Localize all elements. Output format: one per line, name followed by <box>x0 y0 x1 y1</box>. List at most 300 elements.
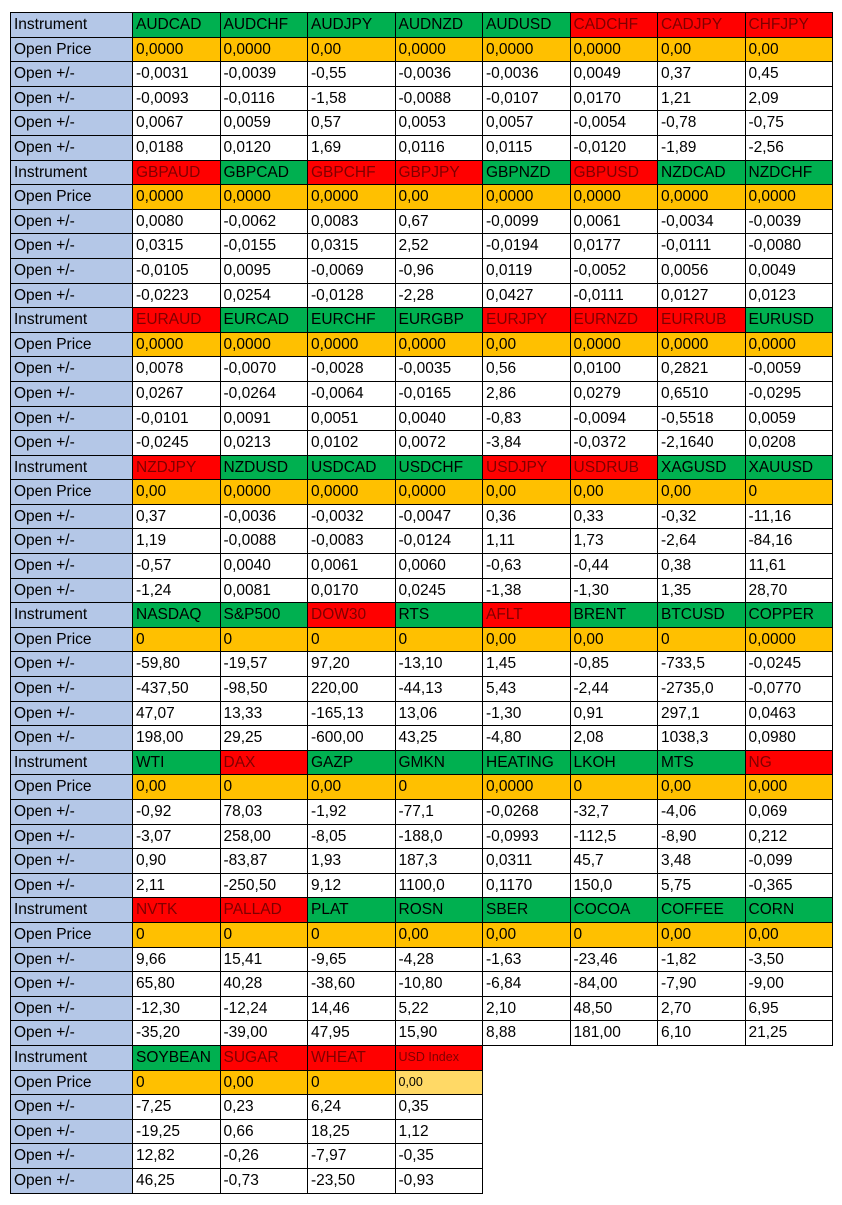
open-diff-cell: 0,0100 <box>570 357 658 382</box>
open-diff-cell: -0,0124 <box>395 529 483 554</box>
open-diff-cell: -1,92 <box>308 800 396 825</box>
open-diff-row <box>11 972 833 997</box>
open-diff-cell: -250,50 <box>220 873 308 898</box>
open-diff-cell: 0,0254 <box>220 283 308 308</box>
open-price-row <box>11 775 833 800</box>
empty-cell <box>745 1119 833 1144</box>
open-diff-cell: -0,0069 <box>308 258 396 283</box>
open-diff-cell: 2,52 <box>395 234 483 259</box>
open-diff-row <box>11 1168 833 1193</box>
open-diff-cell: -0,0064 <box>308 381 396 406</box>
open-diff-cell: -0,0120 <box>570 135 658 160</box>
empty-cell <box>745 1070 833 1095</box>
instrument-row-label: Instrument <box>11 750 133 775</box>
instrument-row <box>11 13 833 38</box>
open-diff-cell: 0,0081 <box>220 578 308 603</box>
open-diff-cell: 1,19 <box>133 529 221 554</box>
open-diff-cell: -1,24 <box>133 578 221 603</box>
open-price-cell: 0,00 <box>308 775 396 800</box>
open-price-cell: 0,00 <box>570 480 658 505</box>
instrument-name-cell: S&P500 <box>220 603 308 628</box>
instrument-name-cell: SBER <box>483 898 571 923</box>
open-diff-label: Open +/- <box>11 62 133 87</box>
open-diff-cell: -0,5518 <box>658 406 746 431</box>
open-diff-cell: -38,60 <box>308 972 396 997</box>
open-diff-cell: 0,0188 <box>133 135 221 160</box>
open-price-cell: 0,0000 <box>483 37 571 62</box>
open-diff-row <box>11 726 833 751</box>
open-diff-cell: -0,0245 <box>133 431 221 456</box>
instrument-name-cell: WTI <box>133 750 221 775</box>
open-diff-cell: 40,28 <box>220 972 308 997</box>
open-diff-cell: 181,00 <box>570 1021 658 1046</box>
open-diff-cell: -0,0031 <box>133 62 221 87</box>
open-diff-cell: 0,0115 <box>483 135 571 160</box>
open-diff-row <box>11 1119 833 1144</box>
open-diff-cell: 0,0120 <box>220 135 308 160</box>
instrument-name-cell: BTCUSD <box>658 603 746 628</box>
open-price-cell: 0 <box>745 480 833 505</box>
open-diff-cell: -0,92 <box>133 800 221 825</box>
open-price-cell: 0,0000 <box>133 37 221 62</box>
open-diff-cell: 0,0208 <box>745 431 833 456</box>
open-diff-cell: 11,61 <box>745 554 833 579</box>
instrument-name-cell: AUDCHF <box>220 13 308 38</box>
open-diff-cell: -11,16 <box>745 504 833 529</box>
instrument-name-cell: CHFJPY <box>745 13 833 38</box>
open-diff-row <box>11 578 833 603</box>
empty-cell <box>483 1168 571 1193</box>
open-diff-cell: -0,0101 <box>133 406 221 431</box>
open-diff-row <box>11 824 833 849</box>
empty-cell <box>570 1095 658 1120</box>
instrument-name-cell: DAX <box>220 750 308 775</box>
open-diff-label: Open +/- <box>11 504 133 529</box>
open-diff-label: Open +/- <box>11 529 133 554</box>
open-diff-cell: -0,0032 <box>308 504 396 529</box>
open-diff-cell: -0,78 <box>658 111 746 136</box>
open-diff-cell: 0,0049 <box>745 258 833 283</box>
open-diff-row <box>11 234 833 259</box>
open-diff-cell: 9,12 <box>308 873 396 898</box>
open-price-row <box>11 480 833 505</box>
instrument-name-cell: AUDUSD <box>483 13 571 38</box>
open-diff-cell: 0,0040 <box>220 554 308 579</box>
open-price-cell: 0,0000 <box>483 775 571 800</box>
empty-cell <box>658 1095 746 1120</box>
open-diff-cell: -12,30 <box>133 996 221 1021</box>
open-diff-cell: 0,0049 <box>570 62 658 87</box>
open-diff-label: Open +/- <box>11 406 133 431</box>
open-price-cell: 0,0000 <box>308 480 396 505</box>
open-diff-cell: 2,70 <box>658 996 746 1021</box>
open-diff-cell: 15,90 <box>395 1021 483 1046</box>
open-diff-cell: -0,0268 <box>483 800 571 825</box>
open-price-cell: 0 <box>133 627 221 652</box>
open-diff-cell: 0,0463 <box>745 701 833 726</box>
empty-cell <box>745 1144 833 1169</box>
instrument-name-cell: USD Index <box>395 1045 483 1070</box>
open-diff-row <box>11 554 833 579</box>
open-diff-label: Open +/- <box>11 111 133 136</box>
open-diff-cell: 0,0127 <box>658 283 746 308</box>
open-diff-cell: -1,30 <box>483 701 571 726</box>
open-diff-cell: 0,35 <box>395 1095 483 1120</box>
open-diff-cell: 1,69 <box>308 135 396 160</box>
open-diff-cell: 0,0060 <box>395 554 483 579</box>
instrument-name-cell: EURNZD <box>570 308 658 333</box>
open-diff-cell: -7,97 <box>308 1144 396 1169</box>
open-diff-cell: 0,0116 <box>395 135 483 160</box>
open-diff-label: Open +/- <box>11 283 133 308</box>
open-diff-cell: 187,3 <box>395 849 483 874</box>
open-diff-cell: 220,00 <box>308 677 396 702</box>
instrument-name-cell: EURCAD <box>220 308 308 333</box>
instrument-name-cell: GBPJPY <box>395 160 483 185</box>
open-price-cell: 0,0000 <box>483 185 571 210</box>
open-diff-label: Open +/- <box>11 258 133 283</box>
open-diff-cell: -0,93 <box>395 1168 483 1193</box>
open-diff-cell: -0,0111 <box>658 234 746 259</box>
instrument-name-cell: GBPUSD <box>570 160 658 185</box>
open-diff-cell: -2,64 <box>658 529 746 554</box>
open-price-cell: 0,0000 <box>570 37 658 62</box>
empty-cell <box>483 1144 571 1169</box>
open-diff-cell: 2,11 <box>133 873 221 898</box>
open-price-cell: 0,00 <box>745 37 833 62</box>
open-diff-label: Open +/- <box>11 135 133 160</box>
open-price-cell: 0,0000 <box>395 480 483 505</box>
open-diff-cell: 0,212 <box>745 824 833 849</box>
open-price-cell: 0,0000 <box>308 185 396 210</box>
empty-cell <box>658 1144 746 1169</box>
open-price-cell: 0 <box>308 1070 396 1095</box>
open-diff-cell: -98,50 <box>220 677 308 702</box>
open-diff-label: Open +/- <box>11 824 133 849</box>
open-diff-cell: -0,0039 <box>220 62 308 87</box>
open-diff-cell: 45,7 <box>570 849 658 874</box>
open-price-cell: 0 <box>220 627 308 652</box>
open-diff-cell: -0,0035 <box>395 357 483 382</box>
open-diff-cell: -0,35 <box>395 1144 483 1169</box>
open-diff-row <box>11 652 833 677</box>
open-diff-cell: -0,0028 <box>308 357 396 382</box>
open-diff-cell: -23,46 <box>570 947 658 972</box>
open-diff-row <box>11 849 833 874</box>
open-diff-cell: 6,10 <box>658 1021 746 1046</box>
open-price-label: Open Price <box>11 185 133 210</box>
open-diff-cell: 46,25 <box>133 1168 221 1193</box>
empty-cell <box>483 1095 571 1120</box>
open-diff-cell: -9,65 <box>308 947 396 972</box>
open-diff-label: Open +/- <box>11 849 133 874</box>
open-diff-cell: 0,0102 <box>308 431 396 456</box>
open-diff-cell: -0,0052 <box>570 258 658 283</box>
open-diff-cell: -1,63 <box>483 947 571 972</box>
instrument-name-cell: GBPCHF <box>308 160 396 185</box>
instrument-name-cell: NVTK <box>133 898 221 923</box>
open-diff-label: Open +/- <box>11 726 133 751</box>
open-price-cell: 0,0000 <box>745 332 833 357</box>
open-diff-label: Open +/- <box>11 996 133 1021</box>
open-diff-cell: 0,0980 <box>745 726 833 751</box>
open-diff-cell: -437,50 <box>133 677 221 702</box>
open-diff-cell: 0,0059 <box>745 406 833 431</box>
open-price-cell: 0,0000 <box>220 480 308 505</box>
open-diff-cell: -8,90 <box>658 824 746 849</box>
open-diff-cell: -4,28 <box>395 947 483 972</box>
open-diff-label: Open +/- <box>11 800 133 825</box>
open-diff-row <box>11 873 833 898</box>
open-price-cell: 0 <box>133 922 221 947</box>
open-diff-cell: 0,0051 <box>308 406 396 431</box>
open-diff-label: Open +/- <box>11 578 133 603</box>
open-diff-cell: 0,90 <box>133 849 221 874</box>
instrument-name-cell: EURCHF <box>308 308 396 333</box>
open-diff-cell: 0,0267 <box>133 381 221 406</box>
open-diff-cell: -0,099 <box>745 849 833 874</box>
open-price-label: Open Price <box>11 332 133 357</box>
empty-cell <box>658 1070 746 1095</box>
empty-cell <box>483 1119 571 1144</box>
open-price-row <box>11 627 833 652</box>
empty-cell <box>483 1045 571 1070</box>
open-diff-cell: -0,0223 <box>133 283 221 308</box>
open-diff-row <box>11 86 833 111</box>
open-price-cell: 0,00 <box>133 775 221 800</box>
open-diff-label: Open +/- <box>11 357 133 382</box>
open-diff-cell: -0,85 <box>570 652 658 677</box>
open-price-cell: 0,00 <box>658 775 746 800</box>
open-price-label: Open Price <box>11 1070 133 1095</box>
empty-cell <box>570 1119 658 1144</box>
open-diff-label: Open +/- <box>11 677 133 702</box>
open-price-cell: 0,00 <box>745 922 833 947</box>
instrument-name-cell: CORN <box>745 898 833 923</box>
open-price-cell: 0,00 <box>308 37 396 62</box>
open-diff-cell: 2,08 <box>570 726 658 751</box>
instrument-name-cell: WHEAT <box>308 1045 396 1070</box>
instrument-name-cell: PLAT <box>308 898 396 923</box>
open-price-cell: 0,00 <box>483 480 571 505</box>
open-diff-cell: -0,0036 <box>483 62 571 87</box>
open-diff-cell: -0,0264 <box>220 381 308 406</box>
open-diff-cell: 48,50 <box>570 996 658 1021</box>
open-diff-cell: -3,07 <box>133 824 221 849</box>
open-diff-cell: 0,37 <box>658 62 746 87</box>
open-price-cell: 0 <box>220 775 308 800</box>
open-diff-cell: 0,33 <box>570 504 658 529</box>
open-diff-label: Open +/- <box>11 234 133 259</box>
open-price-cell: 0,0000 <box>133 185 221 210</box>
open-price-cell: 0,0000 <box>395 37 483 62</box>
open-diff-cell: 0,0095 <box>220 258 308 283</box>
instrument-name-cell: ROSN <box>395 898 483 923</box>
instrument-name-cell: XAGUSD <box>658 455 746 480</box>
open-diff-cell: 0,0311 <box>483 849 571 874</box>
open-diff-cell: -83,87 <box>220 849 308 874</box>
open-diff-cell: -23,50 <box>308 1168 396 1193</box>
empty-cell <box>745 1095 833 1120</box>
instrument-name-cell: EURGBP <box>395 308 483 333</box>
open-diff-cell: -0,32 <box>658 504 746 529</box>
open-diff-label: Open +/- <box>11 381 133 406</box>
open-price-cell: 0 <box>395 627 483 652</box>
open-price-row <box>11 332 833 357</box>
open-diff-label: Open +/- <box>11 652 133 677</box>
open-diff-row <box>11 357 833 382</box>
open-diff-cell: 6,95 <box>745 996 833 1021</box>
open-diff-cell: -0,365 <box>745 873 833 898</box>
open-diff-cell: 65,80 <box>133 972 221 997</box>
open-diff-cell: -7,25 <box>133 1095 221 1120</box>
open-diff-cell: 0,0083 <box>308 209 396 234</box>
open-diff-label: Open +/- <box>11 1119 133 1144</box>
open-diff-cell: -112,5 <box>570 824 658 849</box>
open-diff-cell: -1,89 <box>658 135 746 160</box>
open-price-cell: 0,0000 <box>745 627 833 652</box>
open-diff-cell: -32,7 <box>570 800 658 825</box>
open-diff-label: Open +/- <box>11 947 133 972</box>
instrument-name-cell: USDCAD <box>308 455 396 480</box>
open-diff-row <box>11 800 833 825</box>
open-diff-cell: -600,00 <box>308 726 396 751</box>
open-price-row <box>11 1070 833 1095</box>
open-diff-cell: -12,24 <box>220 996 308 1021</box>
open-diff-cell: 1038,3 <box>658 726 746 751</box>
open-diff-cell: -39,00 <box>220 1021 308 1046</box>
open-diff-row <box>11 111 833 136</box>
instrument-name-cell: NZDCHF <box>745 160 833 185</box>
open-diff-cell: 0,0213 <box>220 431 308 456</box>
open-diff-cell: -2,1640 <box>658 431 746 456</box>
open-diff-cell: 0,6510 <box>658 381 746 406</box>
open-diff-cell: -0,0039 <box>745 209 833 234</box>
open-diff-cell: 0,069 <box>745 800 833 825</box>
open-price-cell: 0 <box>570 775 658 800</box>
open-diff-cell: -0,0099 <box>483 209 571 234</box>
open-diff-cell: -0,0093 <box>133 86 221 111</box>
instrument-name-cell: PALLAD <box>220 898 308 923</box>
open-diff-cell: 0,0078 <box>133 357 221 382</box>
open-diff-cell: -0,0105 <box>133 258 221 283</box>
open-price-cell: 0,0000 <box>570 332 658 357</box>
open-diff-cell: 0,23 <box>220 1095 308 1120</box>
instrument-name-cell: XAUUSD <box>745 455 833 480</box>
open-diff-cell: -0,0155 <box>220 234 308 259</box>
open-price-cell: 0,00 <box>220 1070 308 1095</box>
open-diff-label: Open +/- <box>11 86 133 111</box>
open-diff-cell: 29,25 <box>220 726 308 751</box>
instrument-name-cell: USDRUB <box>570 455 658 480</box>
instrument-name-cell: NZDUSD <box>220 455 308 480</box>
open-diff-cell: -3,50 <box>745 947 833 972</box>
instrument-row-label: Instrument <box>11 898 133 923</box>
instrument-row <box>11 160 833 185</box>
instrument-name-cell: SUGAR <box>220 1045 308 1070</box>
open-diff-cell: 0,2821 <box>658 357 746 382</box>
open-price-cell: 0,00 <box>570 627 658 652</box>
open-diff-cell: -0,0372 <box>570 431 658 456</box>
open-price-label: Open Price <box>11 775 133 800</box>
open-price-cell: 0,00 <box>483 627 571 652</box>
open-diff-cell: 6,24 <box>308 1095 396 1120</box>
open-diff-cell: -10,80 <box>395 972 483 997</box>
open-diff-cell: 1,45 <box>483 652 571 677</box>
instrument-table-body <box>11 13 833 1194</box>
open-price-cell: 0,0000 <box>658 332 746 357</box>
empty-cell <box>658 1168 746 1193</box>
open-diff-cell: 13,06 <box>395 701 483 726</box>
open-diff-row <box>11 209 833 234</box>
open-diff-cell: 0,0279 <box>570 381 658 406</box>
instrument-name-cell: SOYBEAN <box>133 1045 221 1070</box>
instrument-name-cell: GBPAUD <box>133 160 221 185</box>
instrument-name-cell: AFLT <box>483 603 571 628</box>
open-diff-cell: -0,0111 <box>570 283 658 308</box>
open-diff-cell: -2,44 <box>570 677 658 702</box>
instrument-name-cell: COCOA <box>570 898 658 923</box>
open-diff-cell: 0,0040 <box>395 406 483 431</box>
open-diff-label: Open +/- <box>11 1144 133 1169</box>
open-diff-cell: 0,37 <box>133 504 221 529</box>
open-diff-cell: -0,0036 <box>220 504 308 529</box>
open-diff-cell: -0,0034 <box>658 209 746 234</box>
open-diff-cell: 2,86 <box>483 381 571 406</box>
open-diff-cell: 0,38 <box>658 554 746 579</box>
open-diff-cell: -2,28 <box>395 283 483 308</box>
open-diff-cell: 0,0315 <box>308 234 396 259</box>
open-diff-cell: 0,0059 <box>220 111 308 136</box>
open-diff-cell: 2,10 <box>483 996 571 1021</box>
instrument-name-cell: LKOH <box>570 750 658 775</box>
instrument-name-cell: MTS <box>658 750 746 775</box>
open-price-label: Open Price <box>11 627 133 652</box>
open-diff-cell: -0,0194 <box>483 234 571 259</box>
instrument-name-cell: CADCHF <box>570 13 658 38</box>
open-diff-cell: 13,33 <box>220 701 308 726</box>
open-price-cell: 0,00 <box>658 480 746 505</box>
open-diff-cell: -35,20 <box>133 1021 221 1046</box>
open-diff-row <box>11 677 833 702</box>
open-diff-cell: 5,75 <box>658 873 746 898</box>
open-diff-cell: 0,0067 <box>133 111 221 136</box>
open-price-label: Open Price <box>11 480 133 505</box>
open-diff-cell: -3,84 <box>483 431 571 456</box>
open-diff-cell: -8,05 <box>308 824 396 849</box>
open-diff-cell: -0,63 <box>483 554 571 579</box>
open-price-row <box>11 37 833 62</box>
instrument-name-cell: DOW30 <box>308 603 396 628</box>
open-diff-cell: 0,0056 <box>658 258 746 283</box>
open-diff-label: Open +/- <box>11 1095 133 1120</box>
open-price-cell: 0,00 <box>395 1070 483 1095</box>
instrument-name-cell: NG <box>745 750 833 775</box>
open-price-cell: 0 <box>570 922 658 947</box>
open-diff-cell: -0,0036 <box>395 62 483 87</box>
open-price-cell: 0 <box>220 922 308 947</box>
open-price-label: Open Price <box>11 922 133 947</box>
open-diff-label: Open +/- <box>11 1021 133 1046</box>
instrument-name-cell: USDCHF <box>395 455 483 480</box>
open-diff-cell: 0,66 <box>220 1119 308 1144</box>
open-diff-cell: -0,0107 <box>483 86 571 111</box>
instrument-name-cell: RTS <box>395 603 483 628</box>
instrument-name-cell: NZDCAD <box>658 160 746 185</box>
open-diff-cell: -7,90 <box>658 972 746 997</box>
open-diff-cell: -0,96 <box>395 258 483 283</box>
open-diff-cell: -9,00 <box>745 972 833 997</box>
